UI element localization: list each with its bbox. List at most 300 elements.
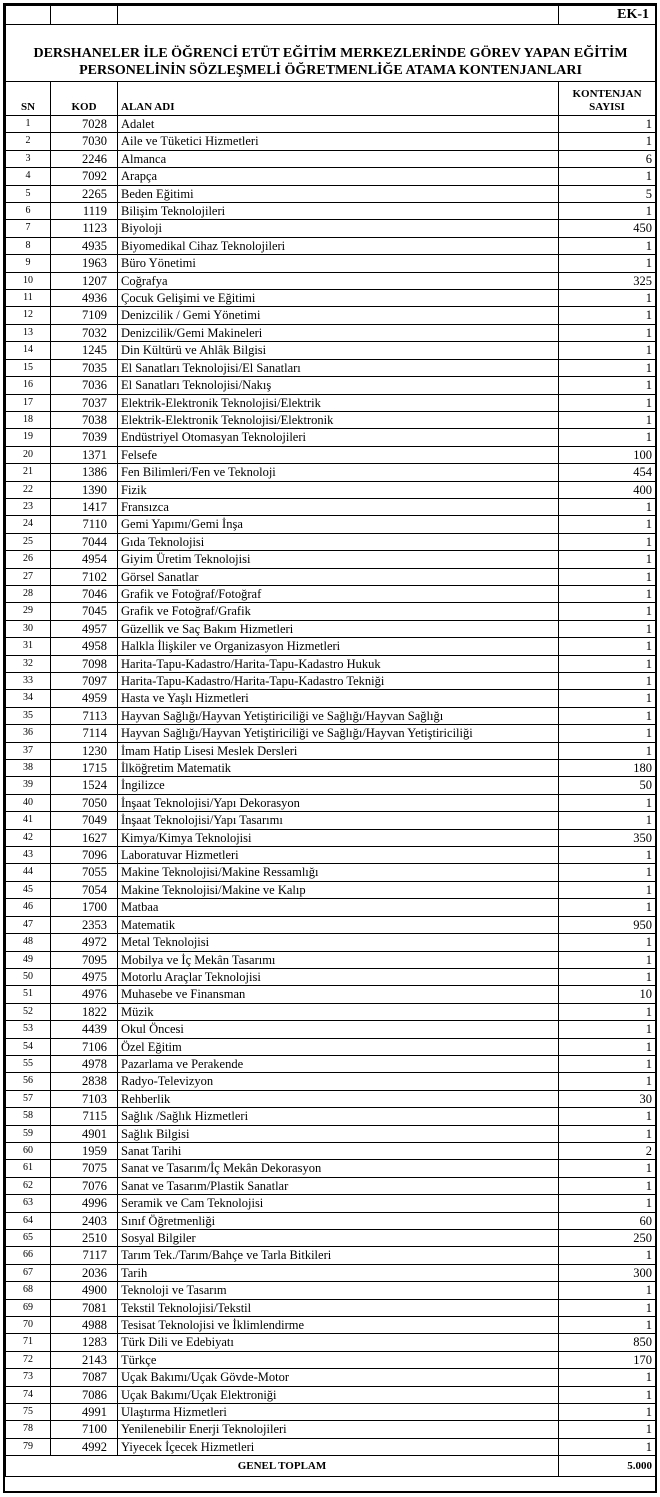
- row-alan-adi: Kimya/Kimya Teknolojisi: [118, 829, 559, 846]
- row-kontenjan: 1: [559, 307, 656, 324]
- row-alan-adi: Motorlu Araçlar Teknolojisi: [118, 968, 559, 985]
- row-kod: 1822: [51, 1003, 118, 1020]
- row-kod: 7028: [51, 116, 118, 133]
- row-sn: 38: [6, 760, 51, 777]
- table-row: [6, 516, 656, 533]
- table-row: [6, 1230, 656, 1247]
- row-kontenjan: 1: [559, 255, 656, 272]
- row-sn: 43: [6, 847, 51, 864]
- table-row: [6, 707, 656, 724]
- table-row: [6, 568, 656, 585]
- row-alan-adi: Sınıf Öğretmenliği: [118, 1212, 559, 1229]
- table-row: [6, 411, 656, 428]
- header-alan: ALAN ADI: [118, 82, 559, 116]
- table-row: [6, 1160, 656, 1177]
- row-sn: 30: [6, 620, 51, 637]
- row-alan-adi: Tesisat Teknolojisi ve İklimlendirme: [118, 1317, 559, 1334]
- row-kod: 1627: [51, 829, 118, 846]
- row-kontenjan: 350: [559, 829, 656, 846]
- row-sn: 64: [6, 1212, 51, 1229]
- row-kod: 2143: [51, 1351, 118, 1368]
- row-sn: 41: [6, 812, 51, 829]
- row-kontenjan: 1: [559, 1195, 656, 1212]
- row-kod: 4972: [51, 934, 118, 951]
- table-row: [6, 1195, 656, 1212]
- row-kod: 7036: [51, 377, 118, 394]
- table-row: [6, 1282, 656, 1299]
- table-row: [6, 133, 656, 150]
- table-row: [6, 881, 656, 898]
- row-kod: 1123: [51, 220, 118, 237]
- row-alan-adi: Ulaştırma Hizmetleri: [118, 1404, 559, 1421]
- corner-cell: [118, 6, 559, 25]
- row-kontenjan: 1: [559, 498, 656, 515]
- table-row: [6, 916, 656, 933]
- table-row: [6, 1073, 656, 1090]
- row-kontenjan: 1: [559, 794, 656, 811]
- row-kod: 2353: [51, 916, 118, 933]
- row-alan-adi: Biyoloji: [118, 220, 559, 237]
- row-sn: 48: [6, 934, 51, 951]
- table-row: [6, 377, 656, 394]
- row-alan-adi: Pazarlama ve Perakende: [118, 1055, 559, 1072]
- table-row: [6, 1212, 656, 1229]
- row-kod: 1245: [51, 342, 118, 359]
- row-sn: 28: [6, 585, 51, 602]
- row-kod: 7114: [51, 725, 118, 742]
- row-alan-adi: İlköğretim Matematik: [118, 760, 559, 777]
- row-kod: 1207: [51, 272, 118, 289]
- row-sn: 4: [6, 168, 51, 185]
- table-row: [6, 934, 656, 951]
- row-kod: 4935: [51, 237, 118, 254]
- row-kontenjan: 1: [559, 568, 656, 585]
- row-kod: 4958: [51, 638, 118, 655]
- row-sn: 27: [6, 568, 51, 585]
- row-kontenjan: 5: [559, 185, 656, 202]
- row-kontenjan: 1: [559, 690, 656, 707]
- row-kontenjan: 60: [559, 1212, 656, 1229]
- table-row: [6, 446, 656, 463]
- row-kod: 1230: [51, 742, 118, 759]
- table-row: [6, 498, 656, 515]
- row-alan-adi: Muhasebe ve Finansman: [118, 986, 559, 1003]
- row-kontenjan: 100: [559, 446, 656, 463]
- table-row: [6, 1334, 656, 1351]
- table-row: [6, 1317, 656, 1334]
- table-row: [6, 725, 656, 742]
- row-alan-adi: Türk Dili ve Edebiyatı: [118, 1334, 559, 1351]
- table-row: [6, 1351, 656, 1368]
- row-kontenjan: 1: [559, 168, 656, 185]
- table-row: [6, 812, 656, 829]
- row-kod: 4900: [51, 1282, 118, 1299]
- row-sn: 66: [6, 1247, 51, 1264]
- row-sn: 67: [6, 1264, 51, 1281]
- total-value: 5.000: [559, 1456, 656, 1477]
- row-alan-adi: Beden Eğitimi: [118, 185, 559, 202]
- row-sn: 50: [6, 968, 51, 985]
- row-kontenjan: 50: [559, 777, 656, 794]
- row-sn: 19: [6, 429, 51, 446]
- table-row: [6, 1369, 656, 1386]
- row-alan-adi: Denizcilik/Gemi Makineleri: [118, 324, 559, 341]
- header-row: [6, 82, 656, 116]
- row-sn: 65: [6, 1230, 51, 1247]
- row-kontenjan: 1: [559, 1386, 656, 1403]
- row-sn: 34: [6, 690, 51, 707]
- row-sn: 55: [6, 1055, 51, 1072]
- row-alan-adi: Rehberlik: [118, 1090, 559, 1107]
- row-kod: 7096: [51, 847, 118, 864]
- table-row: [6, 673, 656, 690]
- row-sn: 10: [6, 272, 51, 289]
- row-alan-adi: Laboratuvar Hizmetleri: [118, 847, 559, 864]
- row-kontenjan: 1: [559, 1055, 656, 1072]
- header-kod: KOD: [51, 82, 118, 116]
- row-sn: 39: [6, 777, 51, 794]
- row-alan-adi: Hayvan Sağlığı/Hayvan Yetiştiriciliği ve Sağlığı/Hayvan Yetiştiriciliği: [118, 725, 559, 742]
- row-alan-adi: Gemi Yapımı/Gemi İnşa: [118, 516, 559, 533]
- row-kod: 7050: [51, 794, 118, 811]
- row-sn: 21: [6, 464, 51, 481]
- row-alan-adi: İnşaat Teknolojisi/Yapı Tasarımı: [118, 812, 559, 829]
- row-kontenjan: 1: [559, 951, 656, 968]
- row-sn: 37: [6, 742, 51, 759]
- total-label: GENEL TOPLAM: [6, 1456, 559, 1477]
- row-kontenjan: 2: [559, 1142, 656, 1159]
- row-alan-adi: Matematik: [118, 916, 559, 933]
- row-kontenjan: 1: [559, 1073, 656, 1090]
- row-kod: 4439: [51, 1021, 118, 1038]
- row-sn: 45: [6, 881, 51, 898]
- row-kod: 2838: [51, 1073, 118, 1090]
- row-kod: 1715: [51, 760, 118, 777]
- row-sn: 46: [6, 899, 51, 916]
- row-alan-adi: Halkla İlişkiler ve Organizasyon Hizmetleri: [118, 638, 559, 655]
- row-alan-adi: Fen Bilimleri/Fen ve Teknoloji: [118, 464, 559, 481]
- row-kod: 7087: [51, 1369, 118, 1386]
- row-kontenjan: 1: [559, 847, 656, 864]
- row-sn: 40: [6, 794, 51, 811]
- row-alan-adi: Radyo-Televizyon: [118, 1073, 559, 1090]
- row-kontenjan: 1: [559, 585, 656, 602]
- row-kontenjan: 1: [559, 516, 656, 533]
- row-sn: 72: [6, 1351, 51, 1368]
- row-alan-adi: İmam Hatip Lisesi Meslek Dersleri: [118, 742, 559, 759]
- row-kod: 7117: [51, 1247, 118, 1264]
- table-row: [6, 794, 656, 811]
- row-sn: 6: [6, 203, 51, 220]
- row-kod: 4975: [51, 968, 118, 985]
- row-kod: 4959: [51, 690, 118, 707]
- row-alan-adi: Okul Öncesi: [118, 1021, 559, 1038]
- row-sn: 29: [6, 603, 51, 620]
- row-alan-adi: Türkçe: [118, 1351, 559, 1368]
- row-kod: 1417: [51, 498, 118, 515]
- row-kontenjan: 1: [559, 237, 656, 254]
- row-kontenjan: 1: [559, 968, 656, 985]
- row-kod: 7030: [51, 133, 118, 150]
- row-alan-adi: Uçak Bakımı/Uçak Elektroniği: [118, 1386, 559, 1403]
- row-sn: 68: [6, 1282, 51, 1299]
- table-row: [6, 237, 656, 254]
- row-alan-adi: Aile ve Tüketici Hizmetleri: [118, 133, 559, 150]
- row-kontenjan: 1: [559, 1369, 656, 1386]
- row-kontenjan: 1: [559, 290, 656, 307]
- row-kod: 7115: [51, 1108, 118, 1125]
- row-alan-adi: Fransızca: [118, 498, 559, 515]
- row-kontenjan: 170: [559, 1351, 656, 1368]
- table-row: [6, 359, 656, 376]
- row-kontenjan: 300: [559, 1264, 656, 1281]
- row-sn: 14: [6, 342, 51, 359]
- corner-row: [6, 6, 656, 25]
- row-kod: 4996: [51, 1195, 118, 1212]
- row-kontenjan: 1: [559, 864, 656, 881]
- row-sn: 35: [6, 707, 51, 724]
- row-sn: 31: [6, 638, 51, 655]
- row-alan-adi: El Sanatları Teknolojisi/Nakış: [118, 377, 559, 394]
- row-kod: 7039: [51, 429, 118, 446]
- row-alan-adi: Harita-Tapu-Kadastro/Harita-Tapu-Kadastro Tekniği: [118, 673, 559, 690]
- row-kontenjan: 6: [559, 150, 656, 167]
- row-kod: 1283: [51, 1334, 118, 1351]
- row-kontenjan: 1: [559, 533, 656, 550]
- row-alan-adi: Arapça: [118, 168, 559, 185]
- row-alan-adi: Tarih: [118, 1264, 559, 1281]
- table-row: [6, 185, 656, 202]
- row-kod: 7097: [51, 673, 118, 690]
- row-kontenjan: 850: [559, 1334, 656, 1351]
- row-alan-adi: Müzik: [118, 1003, 559, 1020]
- row-alan-adi: Makine Teknolojisi/Makine ve Kalıp: [118, 881, 559, 898]
- row-alan-adi: Çocuk Gelişimi ve Eğitimi: [118, 290, 559, 307]
- row-sn: 2: [6, 133, 51, 150]
- row-kod: 7095: [51, 951, 118, 968]
- table-row: [6, 1299, 656, 1316]
- row-alan-adi: İngilizce: [118, 777, 559, 794]
- row-sn: 73: [6, 1369, 51, 1386]
- table-row: [6, 1247, 656, 1264]
- table-row: [6, 150, 656, 167]
- table-row: [6, 1421, 656, 1438]
- row-alan-adi: Teknoloji ve Tasarım: [118, 1282, 559, 1299]
- row-kontenjan: 1: [559, 934, 656, 951]
- row-sn: 71: [6, 1334, 51, 1351]
- row-kontenjan: 1: [559, 411, 656, 428]
- table-row: [6, 585, 656, 602]
- table-row: [6, 220, 656, 237]
- row-sn: 33: [6, 673, 51, 690]
- row-sn: 22: [6, 481, 51, 498]
- row-sn: 23: [6, 498, 51, 515]
- row-kod: 7037: [51, 394, 118, 411]
- row-kod: 2510: [51, 1230, 118, 1247]
- row-kontenjan: 1: [559, 638, 656, 655]
- row-kod: 7113: [51, 707, 118, 724]
- row-kontenjan: 325: [559, 272, 656, 289]
- row-kod: 2403: [51, 1212, 118, 1229]
- row-kontenjan: 1: [559, 359, 656, 376]
- row-kod: 1386: [51, 464, 118, 481]
- row-sn: 9: [6, 255, 51, 272]
- row-kontenjan: 454: [559, 464, 656, 481]
- row-kontenjan: 1: [559, 1021, 656, 1038]
- row-alan-adi: Hasta ve Yaşlı Hizmetleri: [118, 690, 559, 707]
- row-alan-adi: Endüstriyel Otomasyan Teknolojileri: [118, 429, 559, 446]
- row-sn: 56: [6, 1073, 51, 1090]
- table-row: [6, 1003, 656, 1020]
- row-sn: 8: [6, 237, 51, 254]
- table-row: [6, 899, 656, 916]
- row-alan-adi: Sosyal Bilgiler: [118, 1230, 559, 1247]
- row-kod: 7102: [51, 568, 118, 585]
- row-alan-adi: Coğrafya: [118, 272, 559, 289]
- corner-cell: [6, 6, 51, 25]
- table-row: [6, 1142, 656, 1159]
- row-kontenjan: 1: [559, 324, 656, 341]
- row-kod: 2246: [51, 150, 118, 167]
- row-sn: 11: [6, 290, 51, 307]
- table-row: [6, 1055, 656, 1072]
- row-kontenjan: 1: [559, 377, 656, 394]
- table-row: [6, 533, 656, 550]
- row-alan-adi: Tekstil Teknolojisi/Tekstil: [118, 1299, 559, 1316]
- row-sn: 44: [6, 864, 51, 881]
- table-row: [6, 1404, 656, 1421]
- title-line-1: DERSHANELER İLE ÖĞRENCİ ETÜT EĞİTİM MERKEZLERİNDE GÖREV YAPAN EĞİTİM: [33, 46, 628, 61]
- row-kod: 4978: [51, 1055, 118, 1072]
- table-row: [6, 742, 656, 759]
- row-sn: 42: [6, 829, 51, 846]
- row-sn: 79: [6, 1438, 51, 1455]
- row-kontenjan: 1: [559, 133, 656, 150]
- row-kontenjan: 1: [559, 881, 656, 898]
- row-kontenjan: 1: [559, 725, 656, 742]
- table-row: [6, 829, 656, 846]
- row-kod: 7076: [51, 1177, 118, 1194]
- row-kontenjan: 30: [559, 1090, 656, 1107]
- row-alan-adi: Elektrik-Elektronik Teknolojisi/Elektronik: [118, 411, 559, 428]
- row-alan-adi: Grafik ve Fotoğraf/Grafik: [118, 603, 559, 620]
- row-alan-adi: Mobilya ve İç Mekân Tasarımı: [118, 951, 559, 968]
- row-kod: 7075: [51, 1160, 118, 1177]
- row-kontenjan: 1: [559, 707, 656, 724]
- table-row: [6, 1108, 656, 1125]
- row-sn: 62: [6, 1177, 51, 1194]
- row-kod: 1371: [51, 446, 118, 463]
- table-row: [6, 551, 656, 568]
- row-kod: 1959: [51, 1142, 118, 1159]
- row-kontenjan: 450: [559, 220, 656, 237]
- total-row: [6, 1456, 656, 1477]
- table-row: [6, 481, 656, 498]
- row-sn: 16: [6, 377, 51, 394]
- row-kontenjan: 1: [559, 1108, 656, 1125]
- row-sn: 26: [6, 551, 51, 568]
- row-sn: 18: [6, 411, 51, 428]
- row-kod: 7045: [51, 603, 118, 620]
- table-row: [6, 951, 656, 968]
- row-alan-adi: Matbaa: [118, 899, 559, 916]
- row-kod: 7044: [51, 533, 118, 550]
- row-kontenjan: 1: [559, 116, 656, 133]
- row-kod: 4901: [51, 1125, 118, 1142]
- row-alan-adi: Büro Yönetimi: [118, 255, 559, 272]
- row-kod: 7106: [51, 1038, 118, 1055]
- row-sn: 15: [6, 359, 51, 376]
- document-title: [6, 25, 656, 82]
- row-sn: 24: [6, 516, 51, 533]
- row-alan-adi: Harita-Tapu-Kadastro/Harita-Tapu-Kadastro Hukuk: [118, 655, 559, 672]
- header-kontenjan-line2: SAYISI: [589, 101, 625, 113]
- row-kod: 1390: [51, 481, 118, 498]
- row-kod: 4988: [51, 1317, 118, 1334]
- row-sn: 61: [6, 1160, 51, 1177]
- row-sn: 59: [6, 1125, 51, 1142]
- row-kod: 7032: [51, 324, 118, 341]
- row-kod: 1963: [51, 255, 118, 272]
- row-sn: 32: [6, 655, 51, 672]
- row-kontenjan: 1: [559, 742, 656, 759]
- row-kod: 4992: [51, 1438, 118, 1455]
- row-kontenjan: 1: [559, 1247, 656, 1264]
- row-alan-adi: Yenilenebilir Enerji Teknolojileri: [118, 1421, 559, 1438]
- row-alan-adi: Sanat Tarihi: [118, 1142, 559, 1159]
- row-alan-adi: Sağlık /Sağlık Hizmetleri: [118, 1108, 559, 1125]
- table-row: [6, 272, 656, 289]
- row-sn: 60: [6, 1142, 51, 1159]
- row-alan-adi: Tarım Tek./Tarım/Bahçe ve Tarla Bitkileri: [118, 1247, 559, 1264]
- row-alan-adi: Bilişim Teknolojileri: [118, 203, 559, 220]
- row-kod: 7055: [51, 864, 118, 881]
- row-sn: 7: [6, 220, 51, 237]
- row-kontenjan: 1: [559, 620, 656, 637]
- table-row: [6, 394, 656, 411]
- row-sn: 36: [6, 725, 51, 742]
- row-kod: 4957: [51, 620, 118, 637]
- header-sn: SN: [6, 82, 51, 116]
- row-kod: 1119: [51, 203, 118, 220]
- row-kod: 7086: [51, 1386, 118, 1403]
- title-row: [6, 25, 656, 82]
- row-kontenjan: 400: [559, 481, 656, 498]
- table-row: [6, 1177, 656, 1194]
- row-kod: 7054: [51, 881, 118, 898]
- table-row: [6, 1264, 656, 1281]
- table-row: [6, 1386, 656, 1403]
- table-row: [6, 655, 656, 672]
- row-kontenjan: 1: [559, 394, 656, 411]
- row-kod: 7046: [51, 585, 118, 602]
- row-kod: 4954: [51, 551, 118, 568]
- row-kod: 7109: [51, 307, 118, 324]
- corner-cell: [51, 6, 118, 25]
- row-alan-adi: Uçak Bakımı/Uçak Gövde-Motor: [118, 1369, 559, 1386]
- table-row: [6, 307, 656, 324]
- table-row: [6, 690, 656, 707]
- row-sn: 58: [6, 1108, 51, 1125]
- table-row: [6, 116, 656, 133]
- row-sn: 78: [6, 1421, 51, 1438]
- row-alan-adi: Sanat ve Tasarım/Plastik Sanatlar: [118, 1177, 559, 1194]
- row-kod: 4936: [51, 290, 118, 307]
- row-sn: 13: [6, 324, 51, 341]
- table-row: [6, 777, 656, 794]
- row-kod: 4991: [51, 1404, 118, 1421]
- row-alan-adi: Gıda Teknolojisi: [118, 533, 559, 550]
